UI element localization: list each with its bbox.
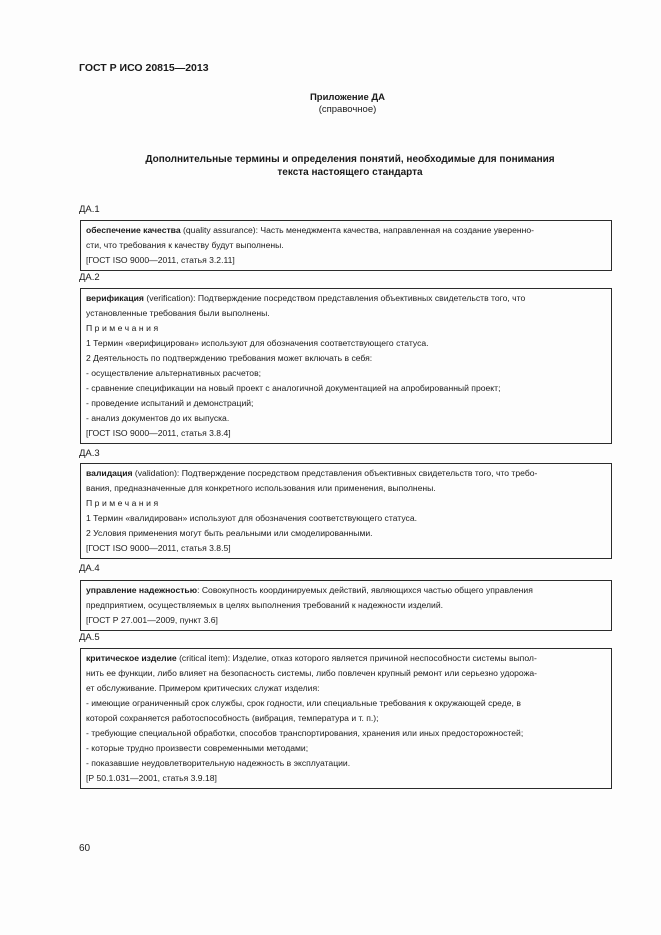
note-line: - проведение испытаний и демонстраций; [86, 398, 254, 408]
definition-box [80, 220, 612, 271]
reference: [ГОСТ ISO 9000—2011, статья 3.8.5] [86, 543, 231, 553]
entry-label: ДА.4 [79, 563, 100, 574]
definition-part: (quality assurance): Часть менеджмента качества, направленная на создание уверенно- [180, 225, 534, 235]
definition-text: ет обслуживание. Примером критических служат изделия: [86, 683, 320, 693]
definition-box [80, 463, 612, 559]
term: критическое изделие [86, 653, 177, 663]
list-line: - которые трудно произвести современными методами; [86, 743, 309, 753]
page-number: 60 [79, 843, 91, 854]
definition-text [86, 223, 606, 238]
reference: [Р 50.1.031—2001, статья 3.9.18] [86, 773, 217, 783]
definition-text [86, 291, 606, 306]
term: управление надежностью [86, 585, 198, 595]
list-line: - показавшие неудовлетворительную надежность в эксплуатации. [86, 758, 351, 768]
entry-label: ДА.5 [79, 632, 100, 643]
definition-part: : Совокупность координируемых действий, являющихся частью общего управления [197, 585, 533, 595]
note-line: 1 Термин «верифицирован» используют для обозначения соответствующего статуса. [86, 338, 429, 348]
notes-label: Примечания [86, 498, 161, 508]
definition-text: установленные требования были выполнены. [86, 308, 270, 318]
list-line: которой сохраняется работоспособность (вибрация, температура и т. п.); [86, 713, 379, 723]
notes-label: Примечания [86, 323, 161, 333]
reference: [ГОСТ Р 27.001—2009, пункт 3.6] [86, 615, 218, 625]
entry-label: ДА.3 [79, 448, 100, 459]
definition-text: предприятием, осуществляемых в целях выполнения требований к надежности изделий. [86, 600, 444, 610]
note-line: - сравнение спецификации на новый проект с аналогичной документацией на апробированный проект; [86, 383, 501, 393]
definition-text [86, 466, 606, 481]
term: верификация [86, 293, 144, 303]
section-heading-line: текста настоящего стандарта [277, 167, 423, 178]
note-line: 2 Условия применения могут быть реальными или смоделированными. [86, 528, 373, 538]
document-id: ГОСТ Р ИСО 20815—2013 [79, 62, 209, 74]
annex-title-block [0, 92, 661, 116]
term: обеспечение качества [86, 225, 181, 235]
term: валидация [86, 468, 133, 478]
definition-text: сти, что требования к качеству будут выполнены. [86, 240, 284, 250]
section-heading [90, 153, 610, 179]
entry-label: ДА.2 [79, 272, 100, 283]
definition-box [80, 648, 612, 789]
list-line: - имеющие ограниченный срок службы, срок годности, или специальные требования к окружающей среде, в [86, 698, 521, 708]
definition-box [80, 288, 612, 444]
note-line: - анализ документов до их выпуска. [86, 413, 230, 423]
definition-part: (verification): Подтверждение посредством представления объективных свидетельств того, что [143, 293, 526, 303]
entry-label: ДА.1 [79, 204, 100, 215]
annex-title: Приложение ДА [309, 92, 386, 103]
note-line: 1 Термин «валидирован» используют для обозначения соответствующего статуса. [86, 513, 417, 523]
definition-text: вания, предназначенные для конкретного использования или применения, выполнены. [86, 483, 436, 493]
note-line: - осуществление альтернативных расчетов; [86, 368, 262, 378]
annex-subtitle: (справочное) [318, 104, 377, 115]
section-heading-line: Дополнительные термины и определения понятий, необходимые для понимания [145, 154, 555, 165]
definition-text [86, 651, 606, 666]
definition-part: (validation): Подтверждение посредством представления объективных свидетельств того, что требо- [132, 468, 538, 478]
note-line: 2 Деятельность по подтверждению требования может включать в себя: [86, 353, 373, 363]
definition-part: (critical item): Изделие, отказ которого является причиной неспособности системы выпол- [176, 653, 537, 663]
reference: [ГОСТ ISO 9000—2011, статья 3.2.11] [86, 255, 235, 265]
reference: [ГОСТ ISO 9000—2011, статья 3.8.4] [86, 428, 231, 438]
definition-text [86, 583, 606, 598]
list-line: - требующие специальной обработки, способов транспортирования, хранения или иных предосторожностей; [86, 728, 524, 738]
definition-box [80, 580, 612, 631]
definition-text: нить ее функции, либо влияет на безопасность системы, либо повлечен крупный ремонт или серьезно удорожа- [86, 668, 537, 678]
